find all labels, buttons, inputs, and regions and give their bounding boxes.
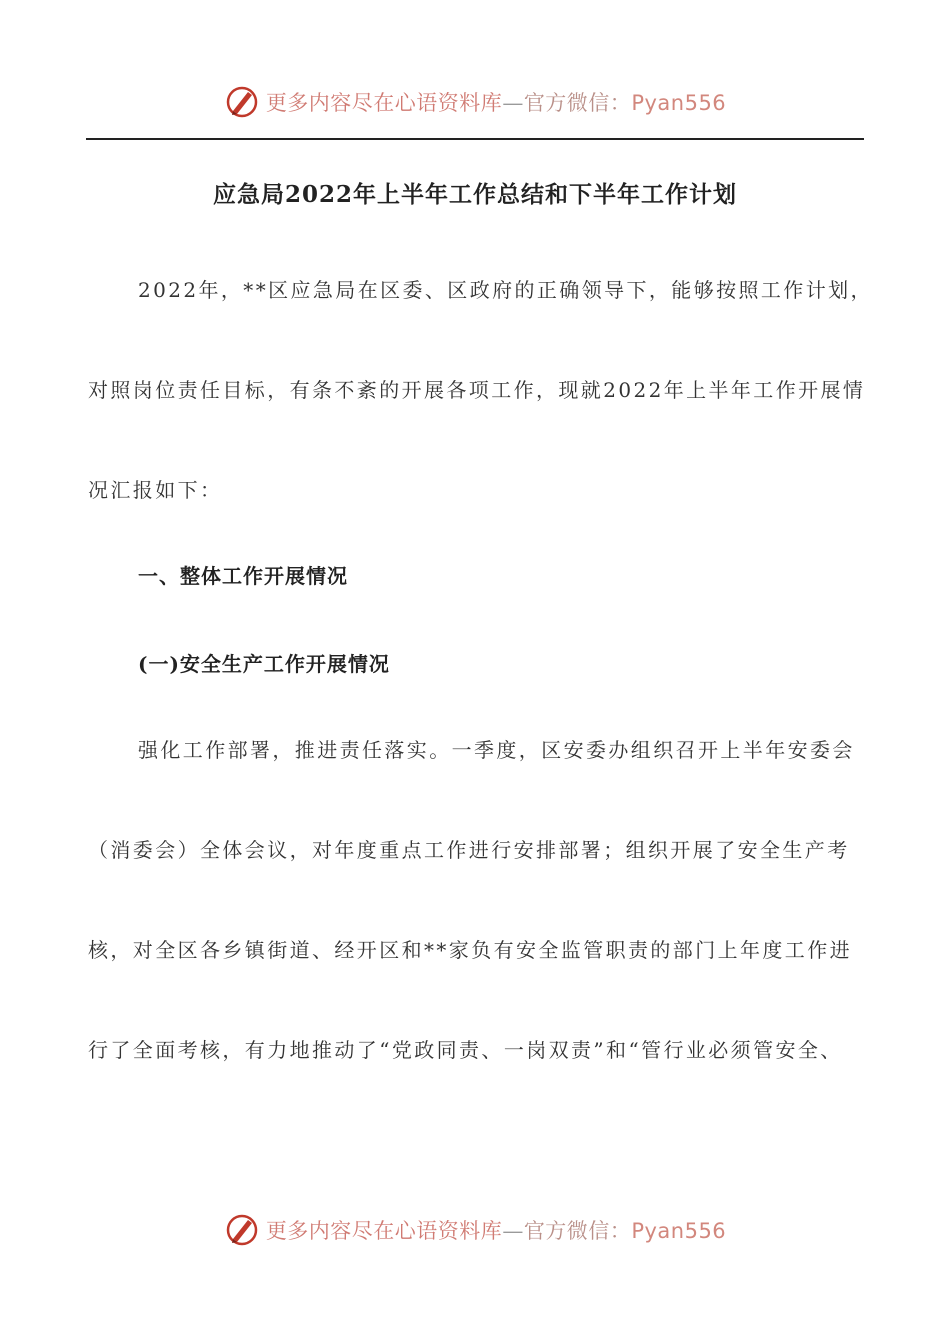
watermark-text	[266, 1215, 726, 1245]
footer-watermark	[0, 1210, 950, 1250]
header-rule	[86, 138, 864, 140]
watermark-brand: 更多内容尽在心语资料库	[265, 1219, 503, 1243]
pen-circle-logo-icon	[224, 1212, 260, 1248]
paragraph-line: 况汇报如下：	[88, 478, 223, 502]
header-watermark	[0, 82, 950, 122]
watermark-text	[266, 87, 726, 117]
watermark-brand: 更多内容尽在心语资料库	[265, 91, 503, 115]
section-heading: 一、整体工作开展情况	[138, 564, 348, 588]
paragraph-line: （消委会）全体会议，对年度重点工作进行安排部署；组织开展了安全生产考	[88, 838, 850, 862]
paragraph-line: 2022年，**区应急局在区委、区政府的正确领导下，能够按照工作计划，	[138, 278, 873, 302]
watermark-wechat-id: Pyan556	[631, 91, 727, 115]
watermark-label: 官方微信：	[523, 1219, 632, 1243]
watermark-label: 官方微信：	[523, 91, 632, 115]
paragraph-line: 对照岗位责任目标，有条不紊的开展各项工作，现就2022年上半年工作开展情	[88, 378, 866, 402]
watermark-separator: —	[502, 91, 524, 115]
watermark-separator: —	[502, 1219, 524, 1243]
paragraph-line: 行了全面考核，有力地推动了“党政同责、一岗双责”和“管行业必须管安全、	[88, 1038, 843, 1062]
watermark-wechat-id: Pyan556	[631, 1219, 727, 1243]
pen-circle-logo-icon	[224, 84, 260, 120]
document-title: 应急局2022年上半年工作总结和下半年工作计划	[212, 181, 737, 208]
subsection-heading: (一)安全生产工作开展情况	[138, 652, 390, 676]
paragraph-line: 强化工作部署，推进责任落实。一季度，区安委办组织召开上半年安委会	[138, 738, 855, 762]
paragraph-line: 核，对全区各乡镇街道、经开区和**家负有安全监管职责的部门上年度工作进	[88, 938, 852, 962]
